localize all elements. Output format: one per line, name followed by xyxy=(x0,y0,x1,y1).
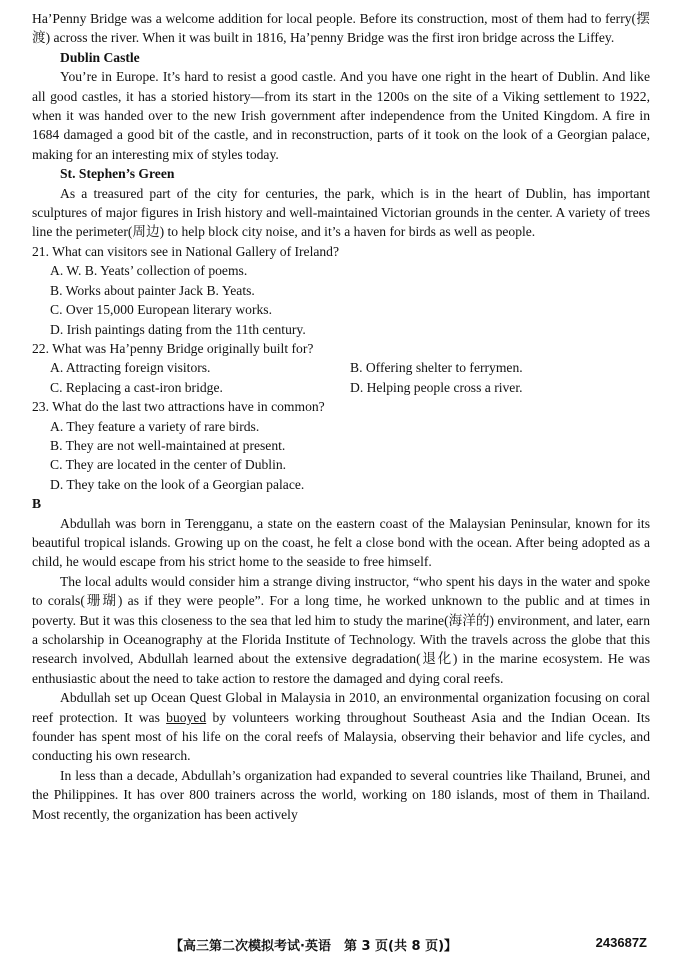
question-22-option-d: D. Helping people cross a river. xyxy=(350,379,523,395)
abdullah-paragraph-4: In less than a decade, Abdullah’s organization had expanded to several countries like Thailand, Brunei, and the Philippines. It has over 800 trainers across the world, working on 180 islands, most of them in Thailand. Most recently, the organization has been actively xyxy=(32,767,650,822)
question-22-options-row-2 xyxy=(32,378,650,397)
footer-exam-title: 【高三第二次模拟考试·英语 第 3 页(共 8 页)】 xyxy=(170,939,458,954)
underlined-word-buoyed: buoyed xyxy=(166,709,207,725)
paragraph-3-text-after: by volunteers working throughout Southeast Asia and the Indian Ocean. Its founder has spent most of his life on the coral reefs of Malaysia, observing their behavior and life cycles, and conducting his own research. xyxy=(32,709,650,764)
heading-st-stephens-green: St. Stephen’s Green xyxy=(60,166,175,182)
question-21-option-b: B. Works about painter Jack B. Yeats. xyxy=(50,282,255,298)
question-21-option-a: A. W. B. Yeats’ collection of poems. xyxy=(50,263,248,279)
question-21-option-d: D. Irish paintings dating from the 11th century. xyxy=(50,321,306,337)
question-22-options-row-1 xyxy=(32,358,650,377)
question-22-option-c: C. Replacing a cast-iron bridge. xyxy=(50,379,223,395)
question-22-option-b: B. Offering shelter to ferrymen. xyxy=(350,360,523,376)
question-23-option-c: C. They are located in the center of Dublin. xyxy=(50,457,287,473)
question-22-stem: 22. What was Ha’penny Bridge originally built for? xyxy=(32,340,314,356)
page-footer xyxy=(0,935,677,955)
question-21-option-c: C. Over 15,000 European literary works. xyxy=(50,302,272,318)
question-21-stem: 21. What can visitors see in National Gallery of Ireland? xyxy=(32,243,340,259)
heading-dublin-castle: Dublin Castle xyxy=(60,49,140,65)
castle-paragraph: You’re in Europe. It’s hard to resist a good castle. And you have one right in the heart of Dublin. And like all good castles, it has a storied history—from its start in the 1200s on the site of a Viking settlement to 1922, when it was handed over to the new Irish government after independence from the United Kingdom. A fire in 1684 damaged a good bit of the castle, and in reconstruction, parts of it took on the look of a Georgian palace, making for an interesting mix of styles today. xyxy=(32,69,650,162)
question-22-option-a: A. Attracting foreign visitors. xyxy=(50,360,211,376)
question-22 xyxy=(32,339,650,397)
question-23-option-a: A. They feature a variety of rare birds. xyxy=(50,418,260,434)
abdullah-paragraph-3 xyxy=(32,688,650,766)
section-b-heading: B xyxy=(32,496,42,512)
question-23-option-b: B. They are not well-maintained at present. xyxy=(50,437,286,453)
question-23-stem: 23. What do the last two attractions have in common? xyxy=(32,399,325,415)
abdullah-paragraph-2: The local adults would consider him a strange diving instructor, “who spent his days in the water and spoke to corals(珊瑚) as if they were people”. For a long time, he worked unknown to the public and at times in poverty. But it was this closeness to the sea that led him to study the marine(海洋的) environment, and later, earn a scholarship in Oceanography at the Florida Institute of Technology. With the travels across the globe that this research involved, Abdullah learned about the extensive degradation(退化) in the marine ecosystem. He was enthusiastic about the need to take action to restore the damaged and dying coral reefs. xyxy=(32,573,650,686)
question-23 xyxy=(32,397,650,494)
question-23-option-d: D. They take on the look of a Georgian palace. xyxy=(50,476,305,492)
green-paragraph: As a treasured part of the city for centuries, the park, which is in the heart of Dublin, has important sculptures of major figures in Irish history and well-maintained Victorian grounds in the center. A variety of trees line the perimeter(周边) to help block city noise, and it’s a haven for birds as well as people. xyxy=(32,185,650,240)
footer-exam-code: 243687Z xyxy=(595,935,647,950)
abdullah-paragraph-1: Abdullah was born in Terengganu, a state on the eastern coast of the Malaysian Peninsular, known for its beautiful tropical islands. Growing up on the coast, he felt a close bond with the ocean. After being adopted as a child, he would escape from his strict home to the seaside to free himself. xyxy=(32,515,650,570)
intro-paragraph: Ha’Penny Bridge was a welcome addition for local people. Before its construction, most of them had to ferry(摆渡) across the river. When it was built in 1816, Ha’penny Bridge was the first iron bridge across the Liffey. xyxy=(32,11,650,46)
paragraph-3-text-before: Abdullah set up Ocean Quest Global in Malaysia in 2010, an environmental organization focusing on coral reef protection. It was xyxy=(32,690,650,725)
question-21 xyxy=(32,242,650,339)
